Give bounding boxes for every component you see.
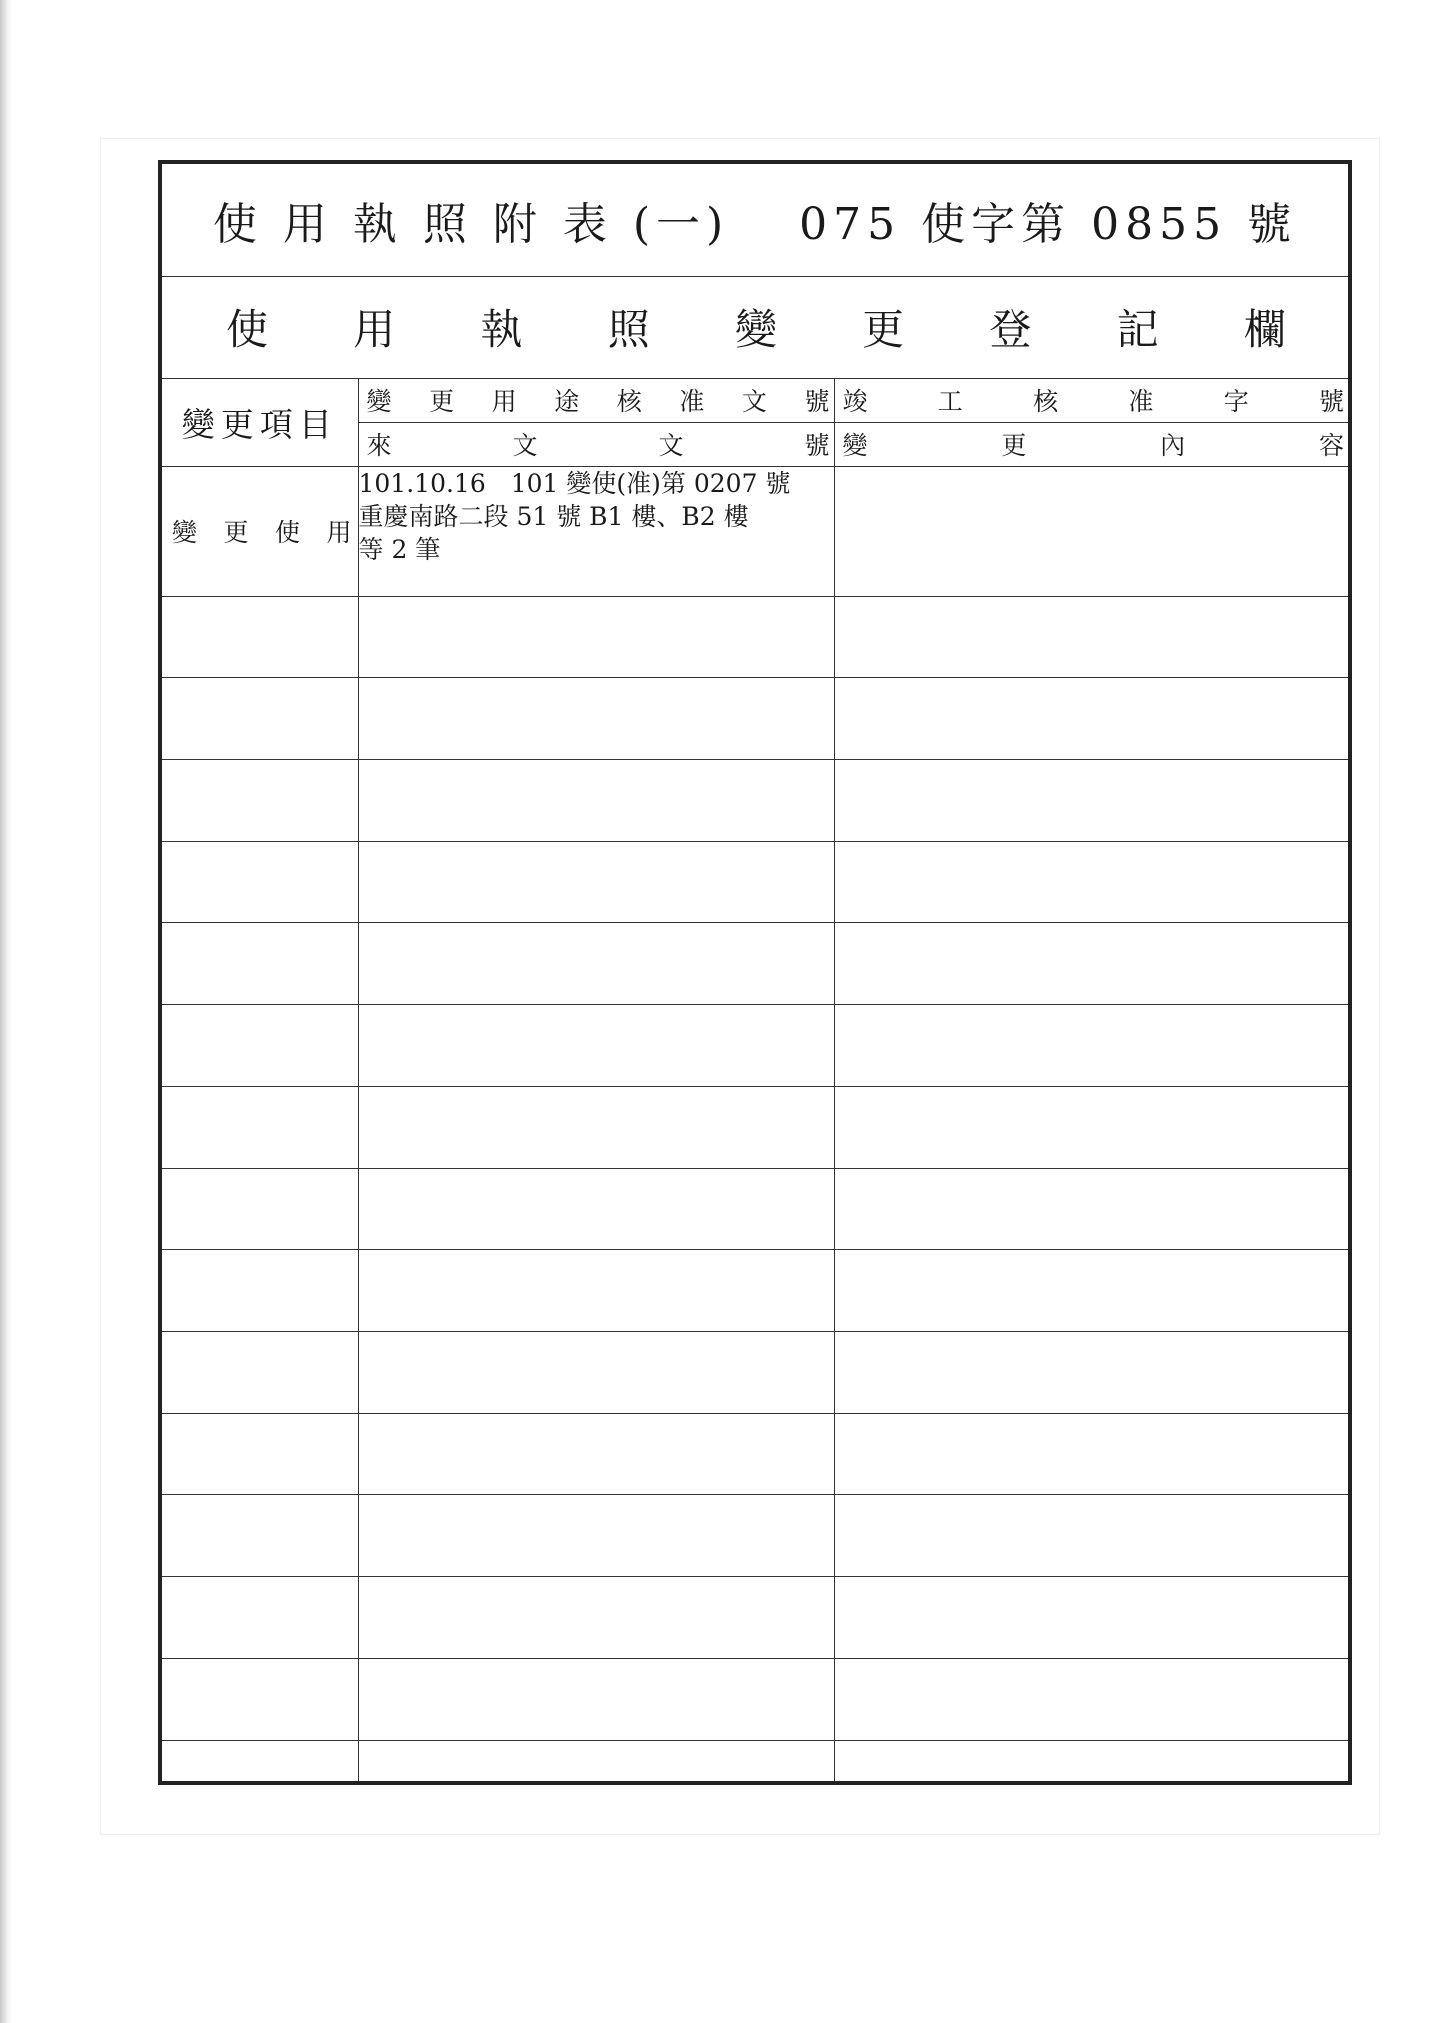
- empty-cell: [162, 1740, 358, 1781]
- empty-cell: [358, 1331, 834, 1413]
- empty-cell: [358, 841, 834, 923]
- scan-page-edge: [0, 0, 12, 2023]
- subtitle: [162, 297, 1348, 357]
- empty-table-row: [162, 1495, 1348, 1577]
- header-char: 工: [937, 387, 963, 416]
- empty-cell: [358, 1577, 834, 1659]
- empty-cell: [834, 1005, 1348, 1087]
- empty-cell: [162, 1413, 358, 1495]
- subtitle-char: 登: [989, 305, 1032, 354]
- empty-cell: [358, 1658, 834, 1740]
- empty-cell: [162, 923, 358, 1005]
- item-char: 更: [223, 518, 249, 547]
- empty-cell: [358, 1413, 834, 1495]
- empty-table-row: [162, 1005, 1348, 1087]
- subtitle-cell: [162, 276, 1348, 378]
- empty-cell: [834, 596, 1348, 678]
- approval-entry-cell: [358, 466, 834, 596]
- empty-cell: [834, 1413, 1348, 1495]
- subtitle-char: 變: [734, 305, 777, 354]
- empty-table-row: [162, 1740, 1348, 1781]
- empty-cell: [162, 1577, 358, 1659]
- empty-cell: [162, 678, 358, 760]
- header-char: 用: [491, 387, 517, 416]
- approval-doc-no-header: [358, 378, 834, 422]
- empty-cell: [358, 1005, 834, 1087]
- empty-cell: [834, 1086, 1348, 1168]
- empty-cell: [162, 1250, 358, 1332]
- change-content-cell: [834, 466, 1348, 596]
- empty-table-row: [162, 1086, 1348, 1168]
- approval-entry-line: 等 2 筆: [358, 534, 441, 564]
- empty-cell: [834, 1331, 1348, 1413]
- header-char: 變: [842, 431, 868, 460]
- subtitle-char: 使: [226, 305, 269, 354]
- empty-cell: [358, 759, 834, 841]
- subtitle-char: 用: [353, 305, 396, 354]
- subtitle-char: 欄: [1243, 305, 1286, 354]
- empty-cell: [358, 923, 834, 1005]
- header-char: 號: [804, 387, 830, 416]
- empty-cell: [834, 923, 1348, 1005]
- item-char: 變: [172, 518, 198, 547]
- header-char: 核: [1033, 387, 1059, 416]
- empty-cell: [358, 1740, 834, 1781]
- empty-cell: [358, 678, 834, 760]
- completion-no-header: [834, 378, 1348, 422]
- empty-cell: [358, 1250, 834, 1332]
- header-char: 文: [741, 387, 767, 416]
- header-char: 准: [679, 387, 705, 416]
- change-item-header: 變更項目: [162, 378, 358, 466]
- approval-entry-line: 101.10.16 101 變使(准)第 0207 號: [358, 468, 791, 498]
- license-appendix-form: [158, 160, 1352, 1785]
- empty-cell: [834, 1168, 1348, 1250]
- empty-cell: [162, 759, 358, 841]
- empty-cell: [834, 678, 1348, 760]
- header-char: 文: [658, 431, 684, 460]
- empty-cell: [162, 1086, 358, 1168]
- change-item-cell: [162, 466, 358, 596]
- empty-cell: [834, 759, 1348, 841]
- header-char: 更: [1001, 431, 1027, 460]
- empty-cell: [834, 1740, 1348, 1781]
- empty-cell: [162, 841, 358, 923]
- header-char: 變: [366, 387, 392, 416]
- empty-table-row: [162, 841, 1348, 923]
- title-cell: [162, 164, 1348, 276]
- header-char: 號: [804, 431, 830, 460]
- empty-cell: [834, 1250, 1348, 1332]
- empty-table-row: [162, 1168, 1348, 1250]
- empty-cell: [162, 1331, 358, 1413]
- empty-table-row: [162, 596, 1348, 678]
- incoming-doc-no-header: [358, 422, 834, 466]
- approval-entry-line: 重慶南路二段 51 號 B1 樓、B2 樓: [358, 501, 749, 531]
- subtitle-char: 更: [862, 305, 905, 354]
- header-char: 准: [1128, 387, 1154, 416]
- item-char: 使: [274, 518, 300, 547]
- empty-table-row: [162, 923, 1348, 1005]
- empty-table-row: [162, 759, 1348, 841]
- header-row-1: [162, 378, 1348, 422]
- empty-table-row: [162, 1577, 1348, 1659]
- document-title: 使 用 執 照 附 表 (一): [212, 198, 730, 250]
- title-row: [162, 164, 1348, 276]
- header-char: 來: [366, 431, 392, 460]
- empty-cell: [358, 1168, 834, 1250]
- empty-table-row: [162, 1413, 1348, 1495]
- subtitle-char: 照: [607, 305, 650, 354]
- header-char: 號: [1318, 387, 1344, 416]
- header-char: 內: [1160, 431, 1186, 460]
- table-row: [162, 466, 1348, 596]
- header-char: 核: [616, 387, 642, 416]
- empty-cell: [162, 1658, 358, 1740]
- change-content-header: [834, 422, 1348, 466]
- header-char: 更: [429, 387, 455, 416]
- header-char: 途: [554, 387, 580, 416]
- empty-cell: [358, 1086, 834, 1168]
- empty-cell: [162, 1168, 358, 1250]
- empty-cell: [358, 1495, 834, 1577]
- item-char: 用: [326, 518, 352, 547]
- empty-cell: [162, 1005, 358, 1087]
- license-number: 075 使字第 0855 號: [799, 198, 1298, 250]
- empty-cell: [834, 841, 1348, 923]
- header-char: 竣: [842, 387, 868, 416]
- empty-table-row: [162, 1658, 1348, 1740]
- empty-cell: [834, 1577, 1348, 1659]
- header-char: 容: [1318, 431, 1344, 460]
- subtitle-row: [162, 276, 1348, 378]
- empty-table-row: [162, 1331, 1348, 1413]
- empty-table-row: [162, 1250, 1348, 1332]
- empty-cell: [834, 1658, 1348, 1740]
- subtitle-char: 記: [1116, 305, 1159, 354]
- empty-cell: [162, 596, 358, 678]
- header-char: 文: [512, 431, 538, 460]
- header-char: 字: [1223, 387, 1249, 416]
- empty-cell: [162, 1495, 358, 1577]
- empty-table-row: [162, 678, 1348, 760]
- empty-cell: [358, 596, 834, 678]
- form-table: [162, 164, 1348, 1781]
- empty-cell: [834, 1495, 1348, 1577]
- subtitle-char: 執: [480, 305, 523, 354]
